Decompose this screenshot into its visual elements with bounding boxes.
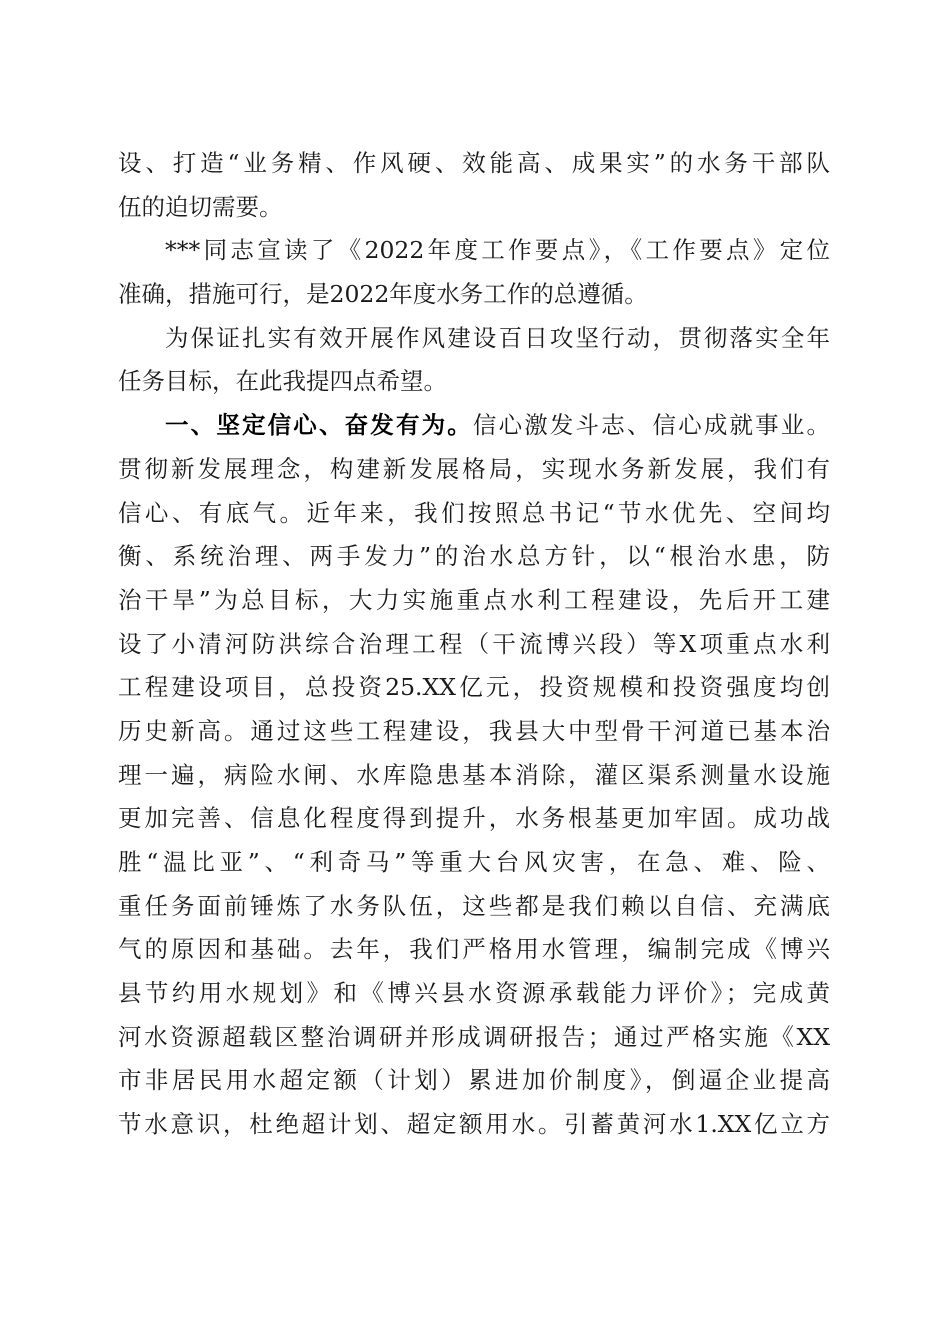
text-line: 市非居民用水超定额（计划）累进加价制度》，倒逼企业提高 (118, 1066, 830, 1095)
text-line: 气的原因和基础。去年，我们严格用水管理，编制完成《博兴 (118, 935, 830, 964)
text-line: 设、打造“业务精、作风硬、效能高、成果实”的水务干部队 (118, 149, 830, 177)
text-line: 历史新高。通过这些工程建设，我县大中型骨干河道已基本治 (118, 716, 830, 745)
text-line: 县节约用水规划》和《博兴县水资源承载能力评价》；完成黄 (118, 979, 830, 1008)
text-line: 治干旱”为总目标，大力实施重点水利工程建设，先后开工建 (118, 585, 830, 614)
text-line: 贯彻新发展理念，构建新发展格局，实现水务新发展，我们有 (118, 454, 830, 483)
body-text (118, 142, 830, 1147)
text-line: ***同志宣读了《2022年度工作要点》，《工作要点》定位 (165, 236, 830, 265)
text-line: 信心、有底气。近年来，我们按照总书记“节水优先、空间均 (118, 498, 830, 527)
text-line: 任务目标，在此我提四点希望。 (118, 367, 447, 396)
text-line: 衡、系统治理、两手发力”的治水总方针，以“根治水患，防 (118, 542, 830, 571)
text-line: 工程建设项目，总投资25.XX亿元，投资规模和投资强度均创 (118, 673, 830, 702)
text-line: 更加完善、信息化程度得到提升，水务根基更加牢固。成功战 (118, 804, 830, 833)
text-line: 理一遍，病险水闸、水库隐患基本消除，灌区渠系测量水设施 (118, 760, 830, 789)
text-line: 重任务面前锤炼了水务队伍，这些都是我们赖以自信、充满底 (118, 891, 830, 920)
section-heading-line (118, 404, 830, 448)
text-line: 伍的迫切需要。 (118, 192, 283, 221)
text-line: 为保证扎实有效开展作风建设百日攻坚行动，贯彻落实全年 (165, 323, 830, 352)
section-heading-rest: 信心激发斗志、信心成就事业。 (472, 411, 831, 440)
text-line: 河水资源超载区整治调研并形成调研报告；通过严格实施《XX (118, 1022, 830, 1051)
text-line: 节水意识，杜绝超计划、超定额用水。引蓄黄河水1.XX亿立方 (118, 1110, 830, 1139)
section-heading: 一、坚定信心、奋发有为。 (165, 411, 473, 440)
text-line: 准确，措施可行，是2022年度水务工作的总遵循。 (118, 280, 648, 309)
text-line: 设了小清河防洪综合治理工程（干流博兴段）等X项重点水利 (118, 629, 830, 658)
text-line: 胜“温比亚”、“利奇马”等重大台风灾害，在急、难、险、 (118, 848, 830, 876)
